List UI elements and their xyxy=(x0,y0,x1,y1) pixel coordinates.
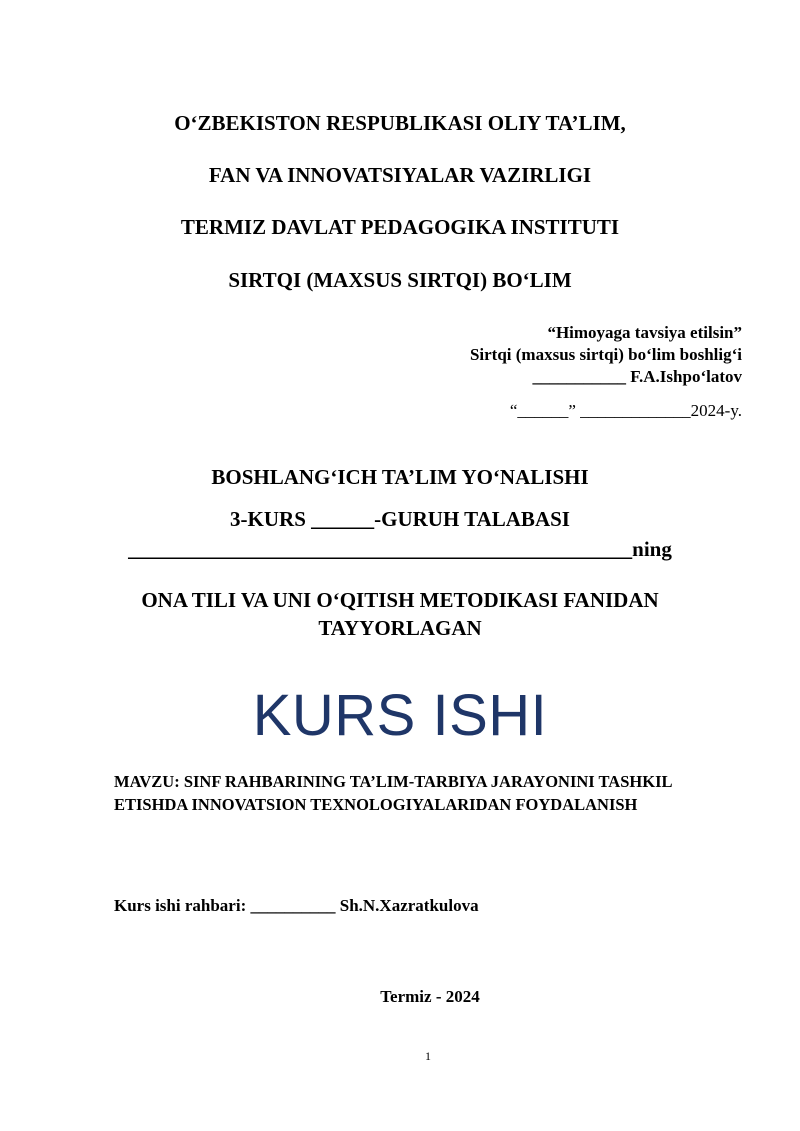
city-year: Termiz - 2024 xyxy=(380,987,480,1006)
department-name: SIRTQI (MAXSUS SIRTQI) BO‘LIM xyxy=(228,268,572,292)
page-number: 1 xyxy=(425,1049,431,1063)
topic-text: MAVZU: SINF RAHBARINING TA’LIM-TARBIYA JARAYONINI TASHKIL ETISHDA INNOVATSION TEXNOLOGIYALARIDAN FOYDALANISH xyxy=(114,772,672,814)
direction-line: BOSHLANG‘ICH TA’LIM YO‘NALISHI xyxy=(211,465,589,489)
approval-signature: ___________ F.A.Ishpo‘latov xyxy=(532,367,742,386)
subject-line-1: ONA TILI VA UNI O‘QITISH METODIKASI FANIDAN xyxy=(141,588,659,612)
approval-recommend: “Himoyaga tavsiya etilsin” xyxy=(547,323,742,342)
ministry-line-2: FAN VA INNOVATSIYALAR VAZIRLIGI xyxy=(208,163,592,187)
approval-date: “______” _____________2024-y. xyxy=(509,401,742,420)
approval-block xyxy=(470,322,742,388)
institute-name: TERMIZ DAVLAT PEDAGOGIKA INSTITUTI xyxy=(180,215,620,239)
supervisor-line: Kurs ishi rahbari: __________ Sh.N.Xazratkulova xyxy=(114,896,479,915)
subject-line-2: TAYYORLAGAN xyxy=(318,616,482,640)
document-title: KURS ISHI xyxy=(252,683,548,748)
group-line: 3-KURS ______-GURUH TALABASI xyxy=(230,507,570,531)
student-name-line: ________________________________________________ning xyxy=(128,537,672,561)
approval-position: Sirtqi (maxsus sirtqi) bo‘lim boshlig‘i xyxy=(469,345,742,364)
ministry-line-1: O‘ZBEKISTON RESPUBLIKASI OLIY TA’LIM, xyxy=(174,111,626,135)
